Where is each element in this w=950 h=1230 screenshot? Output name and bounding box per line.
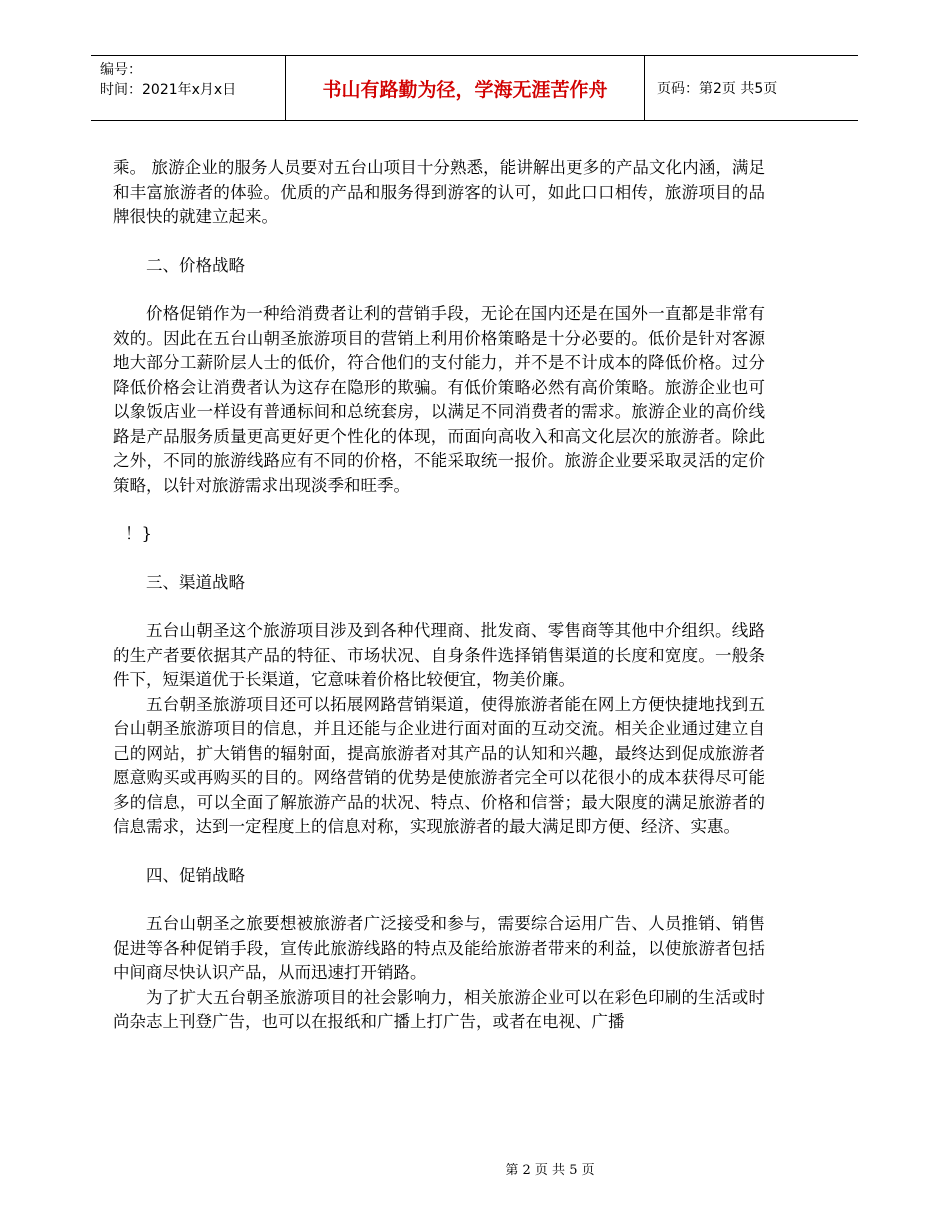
document-number-label: 编号： [100,62,142,78]
stray-symbols: ！} [125,524,152,543]
document-time-label: 时间：2021年x月x日 [100,82,237,98]
page-footer-number: 第 2 页 共 5 页 [505,1163,595,1178]
section-heading-channel-strategy: 三、渠道战略 [146,572,245,592]
document-body [113,156,765,1035]
paragraph-continuation: 乘。 旅游企业的服务人员要对五台山项目十分熟悉，能讲解出更多的产品文化内涵，满足和丰富旅游者的体验。优质的产品和服务得到游客的认可，如此口口相传，旅游项目的品牌很快的就建立起来。 [113,158,765,226]
paragraph-channel-strategy: 五台山朝圣这个旅游项目涉及到各种代理商、批发商、零售商等其他中介组织。线路的生产者要依据其产品的特征、市场状况、自身条件选择销售渠道的长度和宽度。一般条件下，短渠道优于长渠道，它意味着价格比较便宜，物美价廉。 [113,621,765,689]
section-heading-price-strategy: 二、价格战略 [146,255,245,275]
section-heading-promotion-strategy: 四、促销战略 [146,865,245,885]
paragraph-online-marketing: 五台朝圣旅游项目还可以拓展网路营销渠道，使得旅游者能在网上方便快捷地找到五台山朝圣旅游项目的信息，并且还能与企业进行面对面的互动交流。相关企业通过建立自己的网站，扩大销售的辐射面，提高旅游者对其产品的认知和兴趣，最终达到促成旅游者愿意购买或再购买的目的。网络营销的优势是使旅游者完全可以花很小的成本获得尽可能多的信息，可以全面了解旅游产品的状况、特点、价格和信誉；最大限度的满足旅游者的信息需求，达到一定程度上的信息对称，实现旅游者的最大满足即方便、经济、实惠。 [113,694,765,836]
header-meta [91,56,285,120]
header-motto: 书山有路勤为径，学海无涯苦作舟 [285,56,645,120]
paragraph-price-strategy: 价格促销作为一种给消费者让利的营销手段，无论在国内还是在国外一直都是非常有效的。因此在五台山朝圣旅游项目的营销上利用价格策略是十分必要的。低价是针对客源地大部分工薪阶层人士的低价，符合他们的支付能力，并不是不计成本的降低价格。过分降低价格会让消费者认为这存在隐形的欺骗。有低价策略必然有高价策略。旅游企业也可以象饭店业一样设有普通标间和总统套房，以满足不同消费者的需求。旅游企业的高价线路是产品服务质量更高更好更个性化的体现，而面向高收入和高文化层次的旅游者。除此之外，不同的旅游线路应有不同的价格，不能采取统一报价。旅游企业要采取灵活的定价策略，以针对旅游需求出现淡季和旺季。 [113,304,765,495]
page-header [91,55,858,121]
paragraph-advertising: 为了扩大五台朝圣旅游项目的社会影响力，相关旅游企业可以在彩色印刷的生活或时尚杂志上刊登广告，也可以在报纸和广播上打广告，或者在电视、广播 [113,987,765,1031]
paragraph-promotion-strategy: 五台山朝圣之旅要想被旅游者广泛接受和参与，需要综合运用广告、人员推销、销售促进等各种促销手段，宣传此旅游线路的特点及能给旅游者带来的利益，以使旅游者包括中间商尽快认识产品，从而迅速打开销路。 [113,914,765,982]
header-page-info: 页码：第2页 共5页 [657,81,778,97]
